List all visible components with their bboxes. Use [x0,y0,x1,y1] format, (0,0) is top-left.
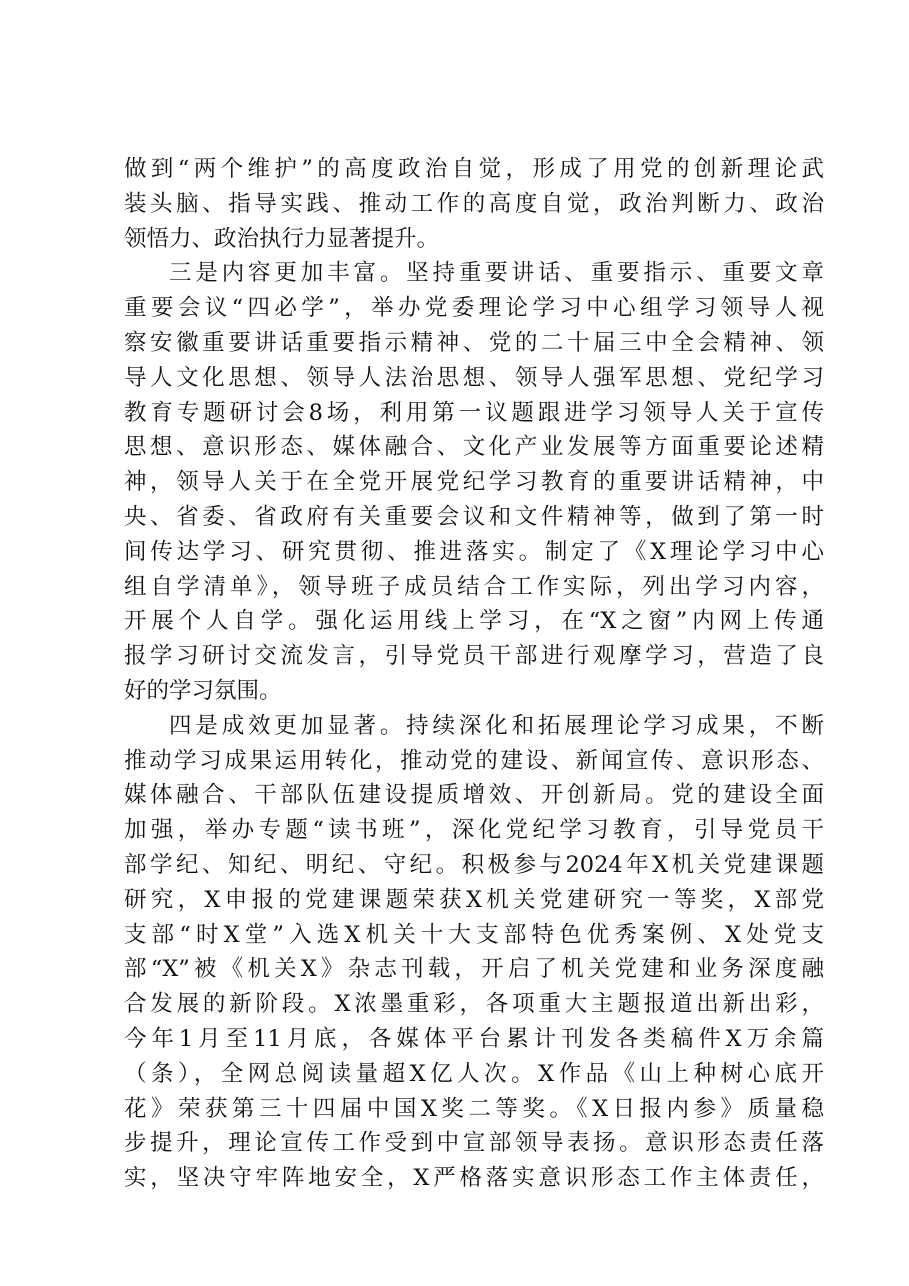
text-line: 开展个人自学。强化运用线上学习，在“X之窗”内网上传通 [124,608,824,635]
text-line: 察安徽重要讲话重要指示精神、党的二十届三中全会精神、领 [124,329,824,356]
text-line: 间传达学习、研究贯彻、推进落实。制定了《X理论学习中心 [124,538,824,565]
text-line: （条），全网总阅读量超X亿人次。X作品《山上种树心底开 [124,1060,824,1087]
text-line: 导人文化思想、领导人法治思想、领导人强军思想、党纪学习 [124,364,824,391]
text-line: 研究，X申报的党建课题荣获X机关党建研究一等奖，X部党 [124,886,824,913]
text-line: 加强，举办专题“读书班”，深化党纪学习教育，引导党员干 [124,817,824,844]
text-line: 今年1月至11月底，各媒体平台累计刊发各类稿件X万余篇 [124,1025,824,1052]
text-line: 花》荣获第三十四届中国X奖二等奖。《X日报内参》质量稳 [124,1095,824,1122]
text-line: 推动学习成果运用转化，推动党的建设、新闻宣传、意识形态、 [124,747,824,774]
text-line: 央、省委、省政府有关重要会议和文件精神等，做到了第一时 [124,503,824,530]
text-line: 媒体融合、干部队伍建设提质增效、开创新局。党的建设全面 [124,782,824,809]
text-line: 报学习研讨交流发言，引导党员干部进行观摩学习，营造了良 [124,643,824,670]
text-line: 神，领导人关于在全党开展党纪学习教育的重要讲话精神，中 [124,469,824,496]
text-line: 部“X”被《机关X》杂志刊载，开启了机关党建和业务深度融 [124,956,824,983]
text-line: 部学纪、知纪、明纪、守纪。积极参与2024年X机关党建课题 [124,851,824,878]
paragraph-heading-line: 四是成效更加显著。持续深化和拓展理论学习成果，不断 [169,712,824,739]
text-line: 组自学清单》，领导班子成员结合工作实际，列出学习内容， [124,573,824,600]
text-line: 步提升，理论宣传工作受到中宣部领导表扬。意识形态责任落 [124,1130,824,1157]
text-line: 装头脑、指导实践、推动工作的高度自觉，政治判断力、政治 [124,190,824,217]
text-line: 合发展的新阶段。X浓墨重彩，各项重大主题报道出新出彩， [124,991,824,1018]
text-line: 好的学习氛围。 [124,677,282,704]
text-line: 思想、意识形态、媒体融合、文化产业发展等方面重要论述精 [124,434,824,461]
text-line: 教育专题研讨会8场，利用第一议题跟进学习领导人关于宣传 [124,399,824,426]
document-body [124,152,824,1196]
text-line: 做到“两个维护”的高度政治自觉，形成了用党的创新理论武 [124,156,824,182]
text-line: 实，坚决守牢阵地安全，X严格落实意识形态工作主体责任， [124,1165,824,1192]
text-line: 重要会议“四必学”，举办党委理论学习中心组学习领导人视 [124,295,824,322]
text-line: 支部“时X堂”入选X机关十大支部特色优秀案例、X处党支 [124,921,824,948]
paragraph-heading-line: 三是内容更加丰富。坚持重要讲话、重要指示、重要文章 [169,260,824,287]
text-line: 领悟力、政治执行力显著提升。 [124,225,440,252]
